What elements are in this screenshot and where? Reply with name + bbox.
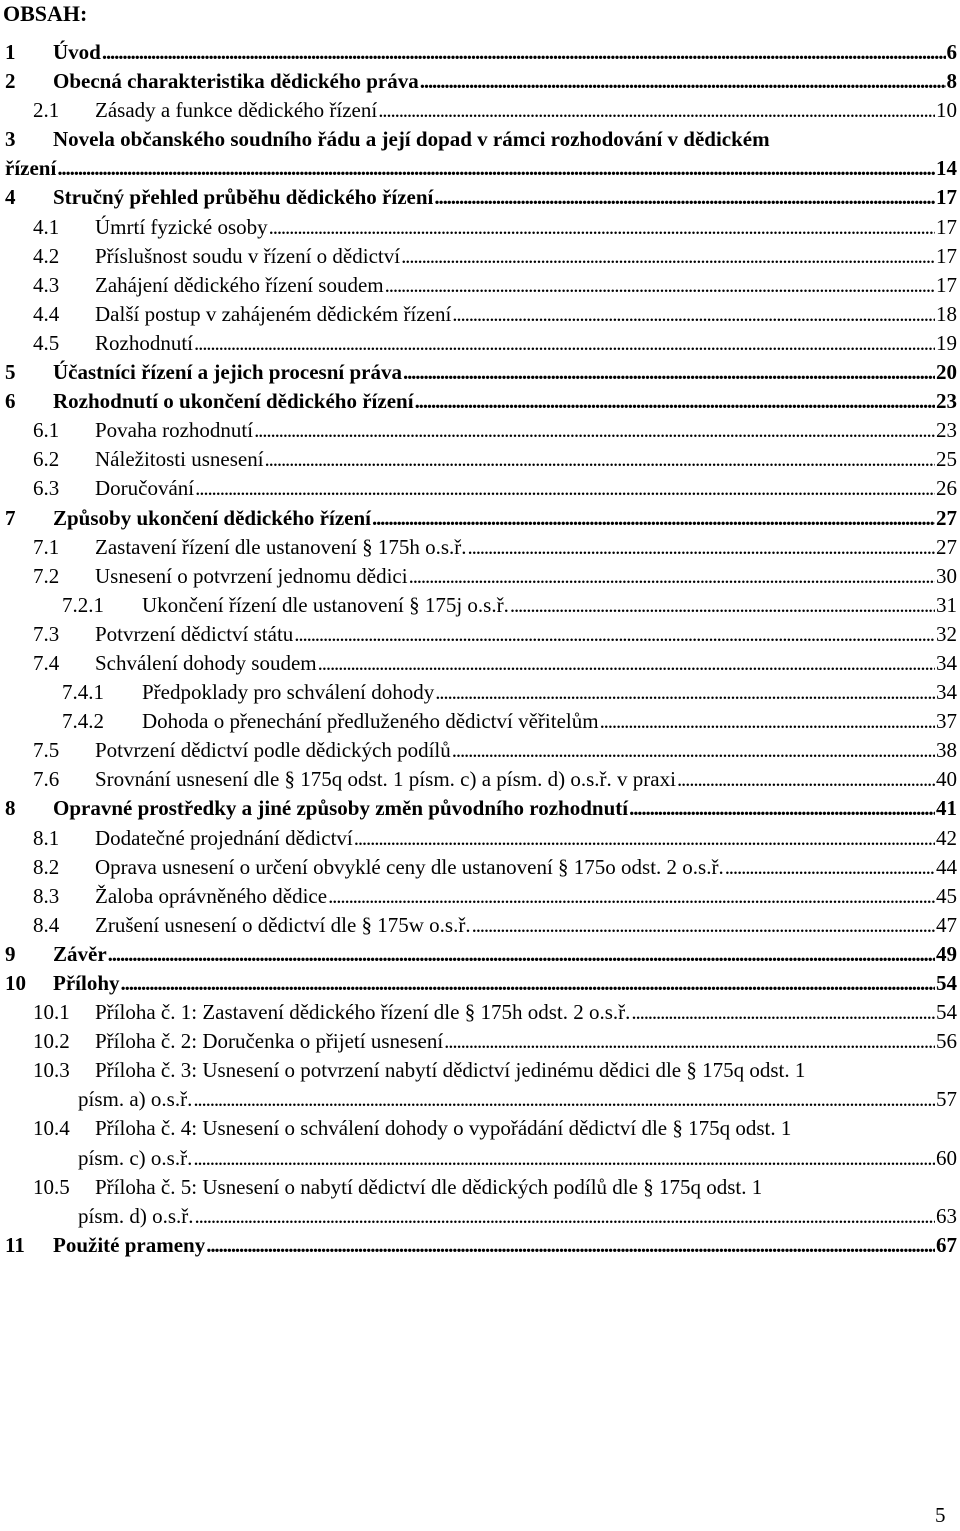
toc-entry-page: 17 <box>936 272 957 297</box>
toc-entry[interactable] <box>0 649 960 678</box>
toc-entry[interactable] <box>0 1173 960 1202</box>
toc-entry-page: 31 <box>936 592 957 617</box>
toc-entry[interactable] <box>0 96 960 125</box>
toc-entry-continuation[interactable] <box>0 154 960 183</box>
toc-entry-number: 1 <box>5 40 16 64</box>
dot-leader <box>195 474 935 503</box>
toc-entry-number: 7 <box>5 505 16 530</box>
toc-entry-number: 8.3 <box>33 883 60 908</box>
toc-entry[interactable] <box>0 271 960 300</box>
toc-entry-title-continued: písm. a) o.s.ř. <box>78 1087 193 1112</box>
toc-entry-number: 7.4 <box>33 650 60 675</box>
toc-entry-number: 10.3 <box>33 1058 70 1083</box>
toc-entry-title: Schválení dohody soudem <box>95 650 317 675</box>
toc-entry-number: 2.1 <box>33 98 60 123</box>
toc-entry-title: Usnesení o potvrzení jednomu dědici <box>95 563 408 588</box>
dot-leader <box>354 824 935 853</box>
dot-leader <box>468 533 936 562</box>
dot-leader <box>472 911 935 940</box>
dot-leader <box>102 38 946 67</box>
toc-entry-page: 23 <box>936 389 957 414</box>
toc-entry[interactable] <box>0 678 960 707</box>
toc-entry-page: 34 <box>936 650 957 675</box>
toc-entry[interactable] <box>0 562 960 591</box>
dot-leader <box>725 853 935 882</box>
dot-leader <box>193 1085 935 1114</box>
toc-entry[interactable] <box>0 998 960 1027</box>
toc-entry[interactable] <box>0 882 960 911</box>
dot-leader <box>420 67 946 96</box>
toc-entry-number: 4.5 <box>33 330 60 355</box>
toc-entry[interactable] <box>0 125 960 154</box>
toc-entry[interactable] <box>0 416 960 445</box>
toc-entry-number: 4 <box>5 185 16 210</box>
toc-entry-title: Oprava usnesení o určení obvyklé ceny dle ustanovení § 175o odst. 2 o.s.ř. <box>95 854 724 879</box>
toc-entry[interactable] <box>0 1056 960 1085</box>
toc-entry[interactable] <box>0 504 960 533</box>
toc-entry-title: Novela občanského soudního řádu a její dopad v rámci rozhodování v dědickém <box>53 127 770 152</box>
toc-entry-page: 40 <box>936 767 957 792</box>
toc-entry-number: 9 <box>5 941 16 966</box>
toc-entry-title: Dodatečné projednání dědictví <box>95 825 353 850</box>
toc-entry[interactable] <box>0 1231 960 1260</box>
toc-entry-title: Zrušení usnesení o dědictví dle § 175w o.s.ř. <box>95 912 471 937</box>
toc-entry-title: Rozhodnutí o ukončení dědického řízení <box>53 389 414 414</box>
dot-leader <box>600 707 935 736</box>
toc-entry[interactable] <box>0 853 960 882</box>
toc-entry-title: Potvrzení dědictví podle dědických podílů <box>95 738 451 763</box>
toc-entry[interactable] <box>0 824 960 853</box>
dot-leader <box>403 358 935 387</box>
dot-leader <box>435 678 935 707</box>
toc-entry-title: Přílohy <box>53 971 120 995</box>
dot-leader <box>121 969 936 998</box>
toc-entry-page: 14 <box>936 156 957 181</box>
toc-entry-title: Rozhodnutí <box>95 330 193 355</box>
toc-entry-title: Potvrzení dědictví státu <box>95 621 294 646</box>
toc-entry-number: 4.3 <box>33 272 60 297</box>
toc-entry-number: 10 <box>5 971 26 995</box>
dot-leader <box>629 794 935 823</box>
toc-entry-page: 32 <box>936 621 957 646</box>
dot-leader <box>401 242 935 271</box>
toc-entry-title: Zahájení dědického řízení soudem <box>95 272 384 297</box>
toc-entry-title: Srovnání usnesení dle § 175q odst. 1 písm. c) a písm. d) o.s.ř. v praxi <box>95 767 676 792</box>
dot-leader <box>409 562 935 591</box>
toc-entry-number: 7.3 <box>33 621 60 646</box>
toc-entry-number: 6.1 <box>33 418 60 443</box>
dot-leader <box>452 736 935 765</box>
toc-entry-page: 26 <box>936 476 957 501</box>
dot-leader <box>193 1144 935 1173</box>
toc-entry-number: 8.4 <box>33 912 60 937</box>
toc-entry-page: 67 <box>936 1232 957 1257</box>
toc-entry-page: 34 <box>936 680 957 705</box>
toc-entry-title: Zastavení řízení dle ustanovení § 175h o.s.ř. <box>95 534 467 559</box>
toc-entry-continuation[interactable] <box>0 1202 960 1231</box>
toc-entry-number: 8.1 <box>33 825 60 850</box>
toc-entry-title: Účastníci řízení a jejich procesní práva <box>53 360 402 385</box>
toc-entry[interactable] <box>0 38 960 67</box>
toc-entry-title: Použité prameny <box>53 1232 206 1257</box>
dot-leader <box>415 387 935 416</box>
toc-entry-page: 18 <box>936 301 957 326</box>
toc-entry-page: 30 <box>936 563 957 588</box>
toc-entry[interactable] <box>0 794 960 823</box>
dot-leader <box>57 154 935 183</box>
toc-entry-page: 56 <box>936 1029 957 1054</box>
toc-entry[interactable] <box>0 358 960 387</box>
toc-entry[interactable] <box>0 591 960 620</box>
dot-leader <box>444 1027 935 1056</box>
toc-entry-number: 10.5 <box>33 1174 70 1199</box>
toc-entry-page: 57 <box>936 1087 957 1112</box>
toc-entry-title: Zásady a funkce dědického řízení <box>95 98 378 123</box>
toc-entry-page: 27 <box>936 534 957 559</box>
toc-entry-page: 45 <box>936 883 957 908</box>
dot-leader <box>206 1231 935 1260</box>
toc-entry-number: 6.2 <box>33 447 60 472</box>
toc-entry-title: Úmrtí fyzické osoby <box>95 214 268 239</box>
toc-entry-page: 41 <box>936 796 957 821</box>
toc-entry-page: 27 <box>936 505 957 530</box>
toc-entry[interactable] <box>0 474 960 503</box>
toc-entry-title: Opravné prostředky a jiné způsoby změn původního rozhodnutí <box>53 796 629 821</box>
toc-entry-title: Dohoda o přenechání předluženého dědictví věřitelům <box>142 709 599 734</box>
toc-entry-title: Příloha č. 1: Zastavení dědického řízení dle § 175h odst. 2 o.s.ř. <box>95 1000 631 1025</box>
dot-leader <box>265 445 935 474</box>
toc-entry-page: 60 <box>936 1145 957 1170</box>
toc-entry-title: Závěr <box>53 941 107 966</box>
toc-entry-page: 54 <box>936 971 957 995</box>
toc-entry-title: Úvod <box>53 40 101 64</box>
toc-entry[interactable] <box>0 911 960 940</box>
toc-entry-title: Příloha č. 2: Doručenka o přijetí usnesení <box>95 1029 444 1054</box>
toc-entry-number: 6 <box>5 389 16 414</box>
toc-entry-page: 10 <box>936 98 957 123</box>
toc-entry-number: 7.4.2 <box>62 709 104 734</box>
toc-entry-title: Příslušnost soudu v řízení o dědictví <box>95 243 401 268</box>
dot-leader <box>372 504 935 533</box>
dot-leader <box>677 765 935 794</box>
toc-entry-number: 11 <box>5 1232 25 1257</box>
toc-entry-number: 7.1 <box>33 534 60 559</box>
dot-leader <box>108 940 935 969</box>
toc-entry[interactable] <box>0 1114 960 1143</box>
toc-entry-number: 6.3 <box>33 476 60 501</box>
toc-entry-title: Náležitosti usnesení <box>95 447 264 472</box>
toc-entry[interactable] <box>0 1027 960 1056</box>
dot-leader <box>631 998 935 1027</box>
toc-entry-number: 10.2 <box>33 1029 70 1054</box>
toc-entry-title: Stručný přehled průběhu dědického řízení <box>53 185 434 210</box>
toc-entry-page: 38 <box>936 738 957 763</box>
toc-entry-title-continued: písm. d) o.s.ř. <box>78 1203 194 1228</box>
toc-entry[interactable] <box>0 736 960 765</box>
toc-entry-title: Příloha č. 5: Usnesení o nabytí dědictví dle dědických podílů dle § 175q odst. 1 <box>95 1174 763 1199</box>
table-of-contents <box>0 38 960 1260</box>
toc-entry[interactable] <box>0 707 960 736</box>
page-number: 5 <box>935 1503 946 1527</box>
dot-leader <box>254 416 935 445</box>
toc-entry-title: Obecná charakteristika dědického práva <box>53 69 419 94</box>
toc-entry-title: Příloha č. 3: Usnesení o potvrzení nabytí dědictví jedinému dědici dle § 175q odst. 1 <box>95 1058 806 1083</box>
toc-entry-title: Další postup v zahájeném dědickém řízení <box>95 301 452 326</box>
toc-entry[interactable] <box>0 213 960 242</box>
toc-heading: OBSAH: <box>3 1 88 26</box>
toc-entry[interactable] <box>0 300 960 329</box>
dot-leader <box>294 620 935 649</box>
toc-entry-number: 10.4 <box>33 1116 70 1141</box>
toc-entry-number: 7.6 <box>33 767 60 792</box>
toc-entry-number: 5 <box>5 360 16 385</box>
dot-leader <box>452 300 935 329</box>
toc-entry[interactable] <box>0 387 960 416</box>
toc-entry-title: Žaloba oprávněného dědice <box>95 883 328 908</box>
toc-entry-number: 8 <box>5 796 16 821</box>
toc-entry-number: 4.4 <box>33 301 60 326</box>
toc-entry-page: 6 <box>946 40 957 64</box>
toc-entry[interactable] <box>0 533 960 562</box>
toc-entry-title-continued: písm. c) o.s.ř. <box>78 1145 193 1170</box>
dot-leader <box>510 591 935 620</box>
toc-entry-number: 8.2 <box>33 854 60 879</box>
toc-entry-page: 17 <box>936 185 957 210</box>
toc-entry-page: 44 <box>936 854 957 879</box>
dot-leader <box>318 649 935 678</box>
toc-entry[interactable] <box>0 445 960 474</box>
toc-entry[interactable] <box>0 67 960 96</box>
dot-leader <box>378 96 935 125</box>
toc-entry[interactable] <box>0 242 960 271</box>
toc-entry[interactable] <box>0 765 960 794</box>
toc-entry-page: 23 <box>936 418 957 443</box>
toc-entry-title-continued: řízení <box>5 156 57 181</box>
toc-entry[interactable] <box>0 940 960 969</box>
toc-entry[interactable] <box>0 620 960 649</box>
toc-entry-title: Způsoby ukončení dědického řízení <box>53 505 371 530</box>
toc-entry-page: 8 <box>946 69 957 94</box>
toc-entry-number: 7.2 <box>33 563 60 588</box>
toc-entry-page: 42 <box>936 825 957 850</box>
toc-entry-page: 17 <box>936 243 957 268</box>
toc-entry[interactable] <box>0 969 960 998</box>
toc-entry-page: 17 <box>936 214 957 239</box>
toc-entry-page: 20 <box>936 360 957 385</box>
toc-entry-number: 7.5 <box>33 738 60 763</box>
toc-entry-page: 25 <box>936 447 957 472</box>
toc-entry-continuation[interactable] <box>0 1144 960 1173</box>
dot-leader <box>195 1202 936 1231</box>
dot-leader <box>194 329 935 358</box>
toc-entry-title: Předpoklady pro schválení dohody <box>142 680 435 705</box>
toc-entry-page: 49 <box>936 941 957 966</box>
toc-entry-page: 19 <box>936 330 957 355</box>
toc-entry-title: Doručování <box>95 476 195 501</box>
dot-leader <box>434 183 935 212</box>
toc-entry-page: 47 <box>936 912 957 937</box>
toc-entry-number: 4.1 <box>33 214 60 239</box>
dot-leader <box>385 271 935 300</box>
toc-entry-number: 10.1 <box>33 1000 70 1025</box>
toc-entry-title: Ukončení řízení dle ustanovení § 175j o.s.ř. <box>142 592 509 617</box>
toc-entry-page: 37 <box>936 709 957 734</box>
toc-entry-title: Příloha č. 4: Usnesení o schválení dohody o vypořádání dědictví dle § 175q odst. 1 <box>95 1116 792 1141</box>
toc-entry-title: Povaha rozhodnutí <box>95 418 254 443</box>
toc-entry-number: 3 <box>5 127 16 152</box>
dot-leader <box>328 882 935 911</box>
toc-entry-number: 7.4.1 <box>62 680 104 705</box>
toc-entry-continuation[interactable] <box>0 1085 960 1114</box>
dot-leader <box>269 213 935 242</box>
toc-entry-page: 54 <box>936 1000 957 1025</box>
toc-entry[interactable] <box>0 329 960 358</box>
toc-entry[interactable] <box>0 183 960 212</box>
toc-entry-number: 4.2 <box>33 243 60 268</box>
toc-entry-number: 7.2.1 <box>62 592 104 617</box>
toc-entry-page: 63 <box>936 1203 957 1228</box>
toc-entry-number: 2 <box>5 69 16 94</box>
